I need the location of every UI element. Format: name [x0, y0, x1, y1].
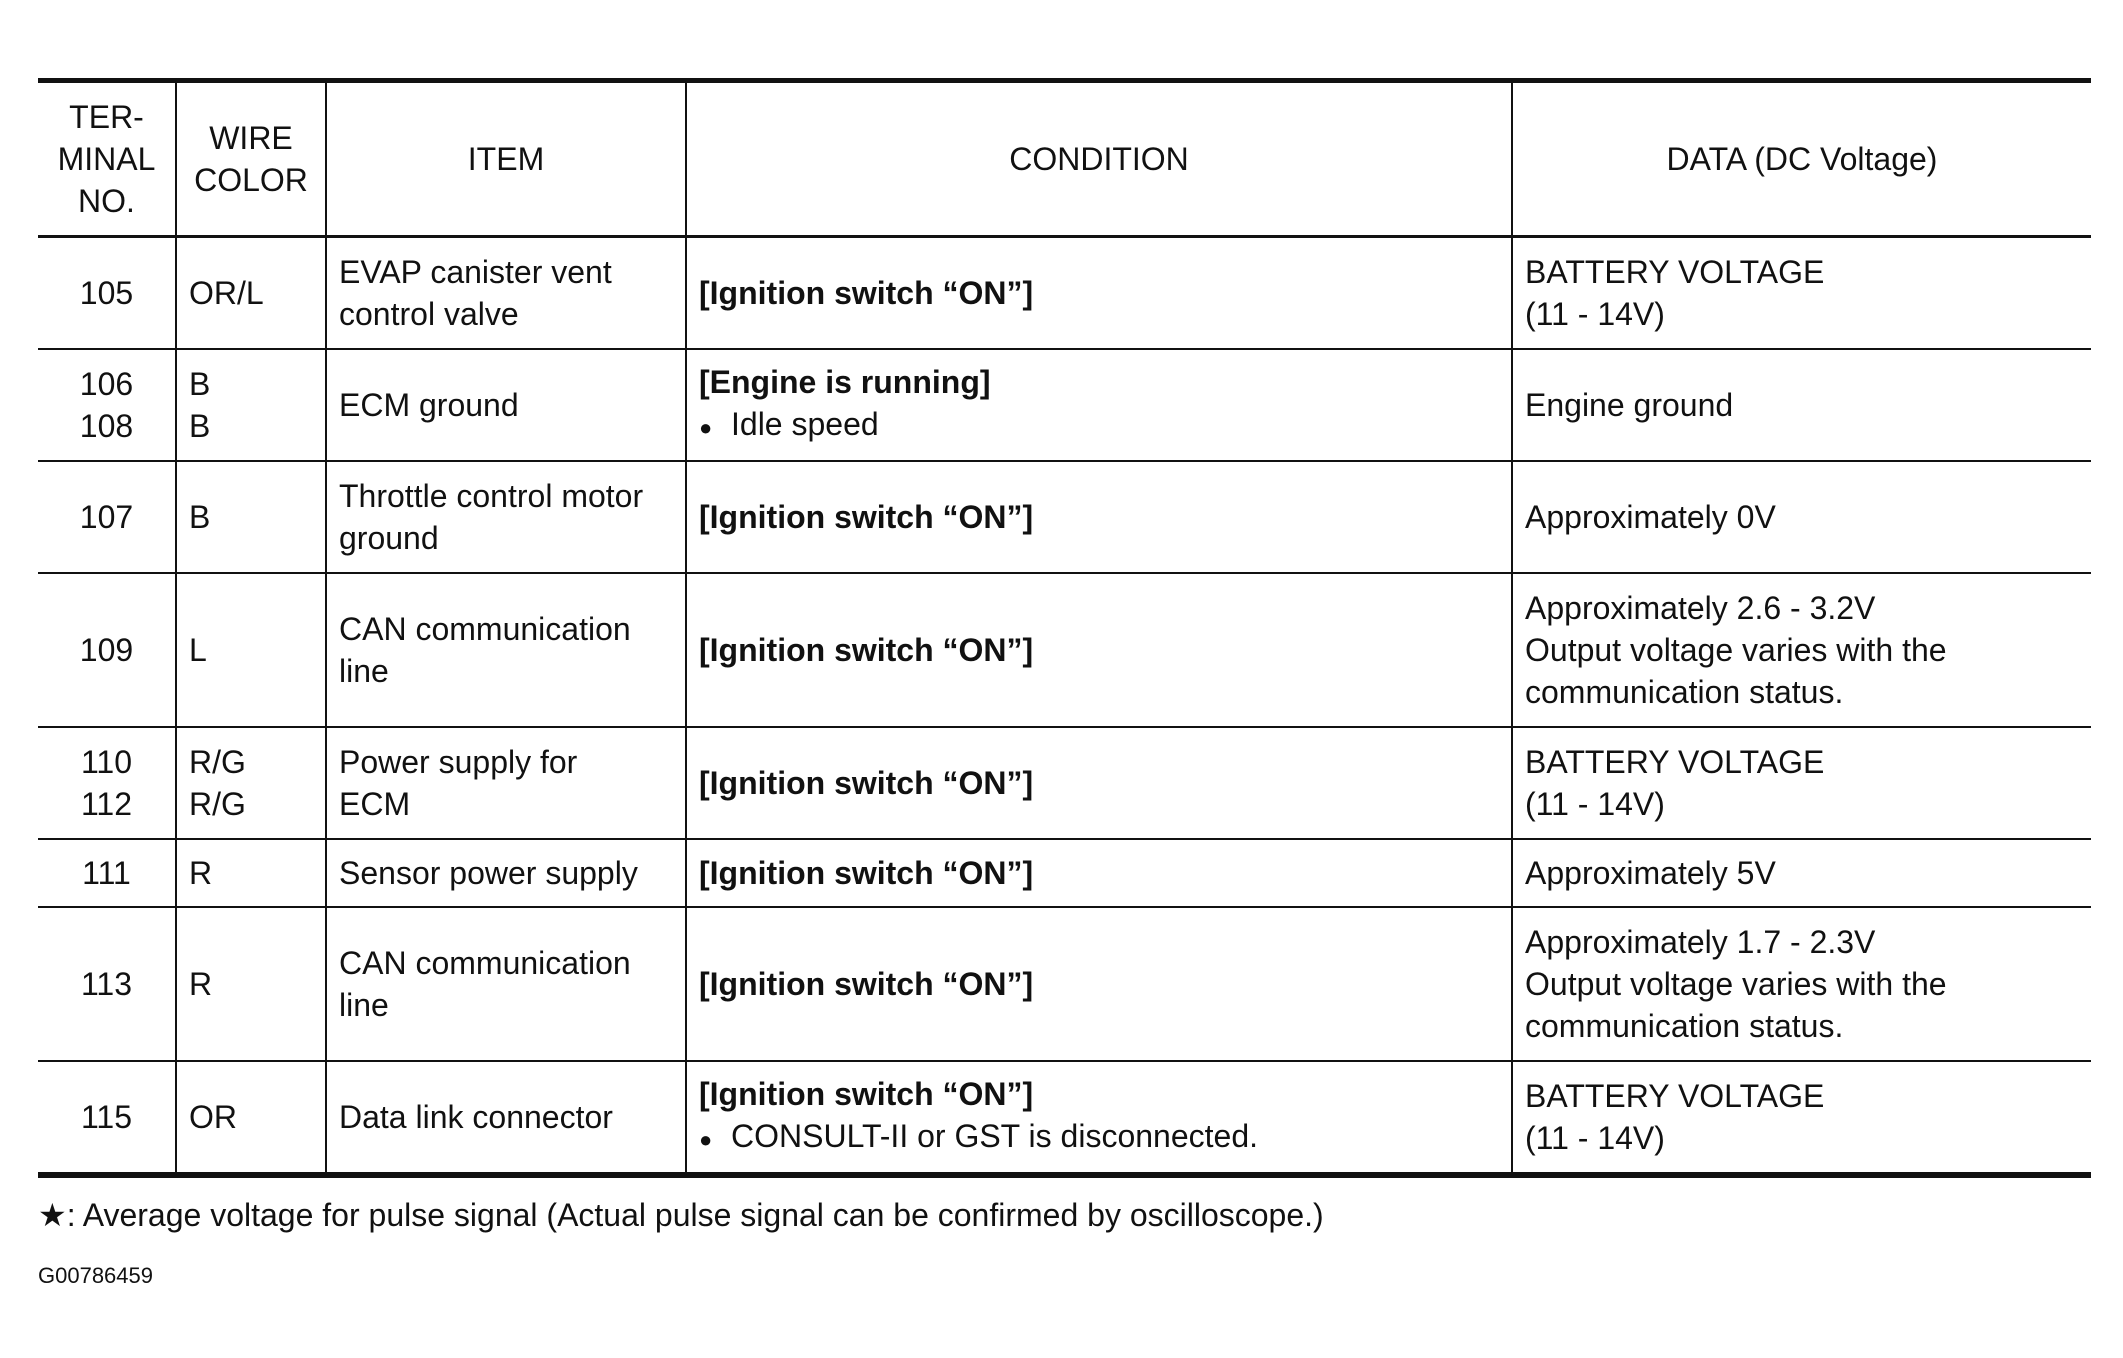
table-row [38, 349, 2091, 461]
wire-color: R/G [189, 744, 246, 780]
table-row [38, 237, 2091, 350]
data-cell [1512, 461, 2091, 573]
item-text: CAN communication [339, 611, 631, 647]
data-cell [1512, 349, 2091, 461]
condition-sub [699, 403, 1499, 449]
item-cell [326, 461, 686, 573]
item-text: Throttle control motor [339, 478, 644, 514]
terminal-no-cell [38, 573, 176, 727]
item-text: Sensor power supply [339, 855, 638, 891]
data-text: (11 - 14V) [1525, 1120, 1665, 1156]
data-cell [1512, 573, 2091, 727]
data-text: BATTERY VOLTAGE [1525, 254, 1825, 290]
wire-color: OR [189, 1099, 237, 1135]
item-text: Power supply for [339, 744, 578, 780]
table-row [38, 1061, 2091, 1175]
data-text: Approximately 1.7 - 2.3V [1525, 924, 1876, 960]
data-text: communication status. [1525, 1008, 1844, 1044]
condition-main: [Engine is running] [699, 364, 991, 400]
condition-main: [Ignition switch “ON”] [699, 499, 1034, 535]
wire-color: R/G [189, 786, 246, 822]
header-wire-color: WIRE COLOR [176, 81, 326, 237]
terminal-no: 113 [80, 966, 132, 1002]
item-cell [326, 727, 686, 839]
terminal-no: 112 [80, 786, 132, 822]
condition-sub-text: Idle speed [731, 406, 879, 442]
terminal-no-cell [38, 727, 176, 839]
wire-color-cell [176, 727, 326, 839]
terminal-no-cell [38, 1061, 176, 1175]
item-text: EVAP canister vent [339, 254, 612, 290]
data-cell [1512, 237, 2091, 350]
wire-color-cell [176, 839, 326, 907]
item-text: ECM ground [339, 387, 519, 423]
data-text: Approximately 2.6 - 3.2V [1525, 590, 1876, 626]
data-text: Approximately 0V [1525, 499, 1776, 535]
table-row [38, 907, 2091, 1061]
wire-color-cell [176, 461, 326, 573]
bullet-icon: ● [699, 415, 713, 440]
footnote: ★: Average voltage for pulse signal (Actual pulse signal can be confirmed by oscilloscope.) [38, 1197, 1324, 1233]
condition-cell [686, 727, 1512, 839]
table-row [38, 461, 2091, 573]
item-text: Data link connector [339, 1099, 613, 1135]
condition-cell [686, 461, 1512, 573]
condition-cell [686, 907, 1512, 1061]
item-text: control valve [339, 296, 519, 332]
wire-color-cell [176, 907, 326, 1061]
header-condition: CONDITION [686, 81, 1512, 237]
header-data: DATA (DC Voltage) [1512, 81, 2091, 237]
bullet-icon: ● [699, 1127, 713, 1152]
data-text: (11 - 14V) [1525, 786, 1665, 822]
data-cell [1512, 907, 2091, 1061]
data-text: Output voltage varies with the [1525, 966, 1947, 1002]
ecm-terminal-table [38, 78, 2091, 1178]
wire-color: R [189, 966, 213, 1002]
wire-color: B [189, 499, 211, 535]
header-terminal-no: TER- MINAL NO. [38, 81, 176, 237]
item-cell [326, 237, 686, 350]
item-cell [326, 907, 686, 1061]
terminal-no-cell [38, 349, 176, 461]
terminal-no-cell [38, 461, 176, 573]
terminal-no: 109 [79, 632, 134, 668]
condition-cell [686, 1061, 1512, 1175]
data-cell [1512, 1061, 2091, 1175]
data-text: communication status. [1525, 674, 1844, 710]
item-cell [326, 1061, 686, 1175]
data-text: Engine ground [1525, 387, 1734, 423]
wire-color: R [189, 855, 213, 891]
condition-cell [686, 349, 1512, 461]
terminal-no: 107 [79, 499, 134, 535]
condition-main: [Ignition switch “ON”] [699, 1076, 1034, 1112]
condition-sub-text: CONSULT-II or GST is disconnected. [731, 1118, 1258, 1154]
header-item: ITEM [326, 81, 686, 237]
condition-cell [686, 573, 1512, 727]
condition-sub [699, 1115, 1499, 1161]
condition-main: [Ignition switch “ON”] [699, 855, 1034, 891]
item-cell [326, 839, 686, 907]
wire-color: B [189, 408, 211, 444]
item-text: CAN communication [339, 945, 631, 981]
condition-cell [686, 839, 1512, 907]
item-cell [326, 349, 686, 461]
item-text: ground [339, 520, 439, 556]
data-cell [1512, 839, 2091, 907]
wire-color: L [189, 632, 207, 668]
terminal-no: 108 [79, 408, 134, 444]
data-text: Output voltage varies with the [1525, 632, 1947, 668]
wire-color-cell [176, 1061, 326, 1175]
document [38, 78, 2091, 1178]
terminal-no-cell [38, 839, 176, 907]
data-text: (11 - 14V) [1525, 296, 1665, 332]
condition-main: [Ignition switch “ON”] [699, 275, 1034, 311]
terminal-no: 106 [79, 366, 134, 402]
data-text: BATTERY VOLTAGE [1525, 744, 1825, 780]
wire-color-cell [176, 237, 326, 350]
figure-code: G00786459 [38, 1263, 153, 1288]
terminal-no: 110 [80, 744, 132, 780]
condition-main: [Ignition switch “ON”] [699, 632, 1034, 668]
item-text: ECM [339, 786, 411, 822]
wire-color: B [189, 366, 211, 402]
wire-color: OR/L [189, 275, 264, 311]
item-text: line [339, 987, 389, 1023]
condition-main: [Ignition switch “ON”] [699, 765, 1034, 801]
table-row [38, 839, 2091, 907]
terminal-no-cell [38, 907, 176, 1061]
condition-main: [Ignition switch “ON”] [699, 966, 1034, 1002]
terminal-no: 105 [79, 275, 134, 311]
terminal-no: 111 [82, 855, 131, 891]
table-row [38, 573, 2091, 727]
terminal-no: 115 [80, 1099, 132, 1135]
item-cell [326, 573, 686, 727]
header-row [38, 81, 2091, 237]
table-row [38, 727, 2091, 839]
data-cell [1512, 727, 2091, 839]
wire-color-cell [176, 573, 326, 727]
wire-color-cell [176, 349, 326, 461]
data-text: BATTERY VOLTAGE [1525, 1078, 1825, 1114]
item-text: line [339, 653, 389, 689]
condition-cell [686, 237, 1512, 350]
terminal-no-cell [38, 237, 176, 350]
data-text: Approximately 5V [1525, 855, 1776, 891]
